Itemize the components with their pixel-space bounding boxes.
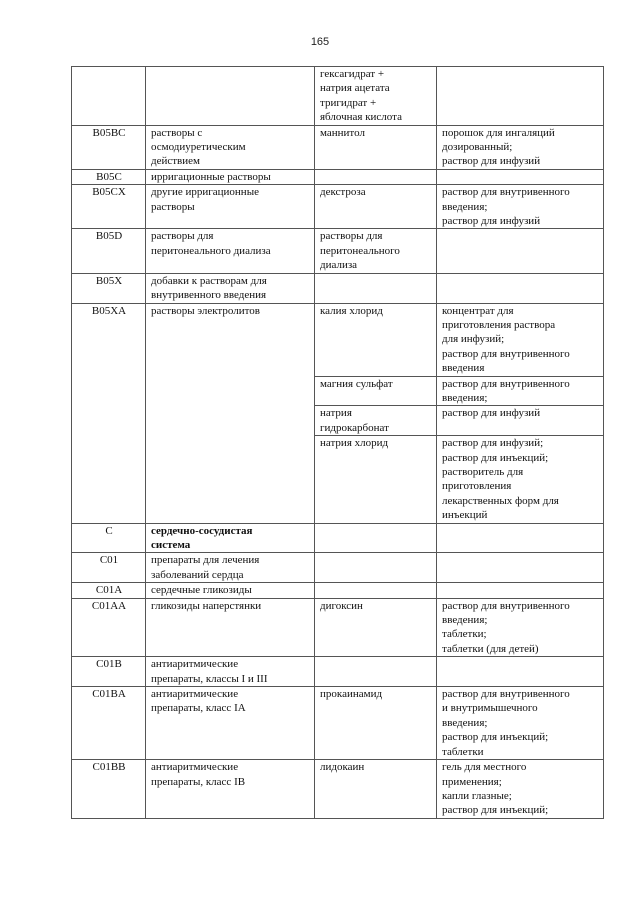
cell-text-line: таблетки;: [442, 628, 487, 641]
atc-code-cell: [72, 523, 146, 553]
table-row: [72, 229, 604, 273]
cell-text-line: яблочная кислота: [320, 111, 402, 124]
table-row: [72, 760, 604, 819]
table-row: [72, 553, 604, 583]
cell-text-line: препараты для лечения: [151, 554, 260, 567]
dosage-form-cell: [437, 273, 604, 303]
cell-text-line: B05D: [95, 230, 123, 243]
drug-name-cell: [315, 523, 437, 553]
cell-text-line: инъекций: [442, 509, 488, 522]
group-name-cell: [146, 583, 315, 598]
cell-text-line: растворы электролитов: [151, 304, 260, 317]
cell-text-line: гель для местного: [442, 761, 527, 774]
group-name-cell: [146, 125, 315, 169]
cell-text-line: гексагидрат +: [320, 68, 385, 80]
dosage-form-cell: [437, 185, 604, 229]
table-row: [72, 169, 604, 184]
table-row: [72, 185, 604, 229]
drug-name-cell: [315, 553, 437, 583]
cell-text-line: натрия хлорид: [320, 437, 389, 450]
group-name-cell: [146, 169, 315, 184]
cell-text-line: капли глазные;: [442, 789, 512, 802]
drug-name-cell: [315, 583, 437, 598]
atc-code-cell: [72, 687, 146, 760]
group-name-cell: [146, 687, 315, 760]
cell-text-line: таблетки: [442, 745, 484, 758]
atc-code-cell: [72, 185, 146, 229]
group-name-cell: [146, 598, 315, 657]
dosage-form-cell: [437, 657, 604, 687]
drug-name-cell: [315, 687, 437, 760]
cell-text-line: препараты, класс IA: [151, 702, 246, 715]
atc-code-cell: [72, 598, 146, 657]
cell-text-line: маннитол: [320, 126, 365, 139]
table-row: [72, 523, 604, 553]
cell-text-line: введения;: [442, 614, 488, 627]
cell-text-line: таблетки (для детей): [442, 642, 539, 655]
cell-text-line: раствор для внутривенного: [442, 186, 570, 199]
group-name-cell: [146, 273, 315, 303]
cell-text-line: магния сульфат: [320, 377, 393, 390]
cell-text-line: калия хлорид: [320, 304, 383, 317]
drug-name-cell: [315, 598, 437, 657]
cell-text-line: внутривенного введения: [151, 289, 267, 302]
table-row: [72, 125, 604, 169]
cell-text-line: раствор для инфузий: [442, 215, 541, 228]
group-name-cell: [146, 553, 315, 583]
atc-code-cell: [72, 273, 146, 303]
cell-text-line: C01BB: [92, 761, 126, 774]
table-row: [72, 598, 604, 657]
cell-text-line: C01BA: [92, 688, 126, 701]
drug-name-cell: [315, 125, 437, 169]
atc-code-cell: [72, 303, 146, 523]
cell-text-line: C01A: [95, 584, 123, 597]
cell-text-line: раствор для внутривенного: [442, 599, 570, 612]
atc-code-cell: [72, 553, 146, 583]
cell-text-line: введения;: [442, 200, 488, 213]
dosage-form-cell: [437, 376, 604, 406]
cell-text-line: тригидрат +: [320, 96, 377, 109]
cell-text-line: растворы: [151, 200, 195, 213]
cell-text-line: раствор для инъекций;: [442, 451, 549, 464]
drug-name-cell: [315, 303, 437, 376]
dosage-form-cell: [437, 760, 604, 819]
cell-text-line: перитонеального: [320, 244, 400, 257]
dosage-form-cell: [437, 553, 604, 583]
drug-name-cell: [315, 760, 437, 819]
cell-text-line: декстроза: [320, 186, 366, 199]
cell-text-line: растворы для: [151, 230, 214, 243]
atc-code-cell: [72, 583, 146, 598]
table-row: [72, 67, 604, 126]
cell-text-line: другие ирригационные: [151, 186, 259, 199]
table-row: [72, 583, 604, 598]
dosage-form-cell: [437, 436, 604, 523]
atc-code-cell: [72, 229, 146, 273]
dosage-form-cell: [437, 598, 604, 657]
cell-text-line: заболеваний сердца: [151, 568, 244, 581]
drug-name-cell: [315, 273, 437, 303]
dosage-form-cell: [437, 523, 604, 553]
cell-text-line: раствор для внутривенного: [442, 688, 570, 701]
group-name-cell: [146, 303, 315, 523]
cell-text-line: антиаритмические: [151, 761, 239, 774]
table-row: [72, 687, 604, 760]
atc-code-cell: [72, 760, 146, 819]
cell-text-line: раствор для инфузий: [442, 407, 541, 420]
group-name-cell: [146, 185, 315, 229]
cell-text-line: приготовления: [442, 480, 512, 493]
group-name-cell: [146, 657, 315, 687]
table-row: [72, 303, 604, 376]
cell-text-line: C01B: [96, 658, 122, 671]
dosage-form-cell: [437, 583, 604, 598]
group-name-cell: [146, 229, 315, 273]
cell-text-line: раствор для инъекций;: [442, 804, 549, 817]
cell-text-line: C01: [99, 554, 119, 567]
cell-text-line: действием: [151, 155, 200, 168]
cell-text-line: антиаритмические: [151, 688, 239, 701]
cell-text-line: B05XA: [91, 304, 127, 317]
cell-text-line: ирригационные растворы: [151, 170, 271, 183]
cell-text-line: концентрат для: [442, 304, 514, 317]
atc-code-cell: [72, 657, 146, 687]
drug-classification-table: [71, 66, 604, 819]
cell-text-line: перитонеального диализа: [151, 244, 271, 257]
dosage-form-cell: [437, 169, 604, 184]
cell-text-line: натрия ацетата: [320, 82, 390, 95]
dosage-form-cell: [437, 229, 604, 273]
cell-text-line: препараты, классы I и III: [151, 672, 268, 685]
group-name-cell: [146, 523, 315, 553]
cell-text-line: порошок для ингаляций: [442, 126, 555, 139]
group-name-cell: [146, 760, 315, 819]
cell-text-line: осмодиуретическим: [151, 141, 246, 154]
cell-text-line: раствор для инфузий: [442, 155, 541, 168]
cell-text-line: сердечно-сосудистая: [151, 524, 253, 537]
drug-name-cell: [315, 406, 437, 436]
cell-text-line: B05X: [95, 274, 123, 287]
drug-name-cell: [315, 229, 437, 273]
table-row: [72, 273, 604, 303]
drug-name-cell: [315, 169, 437, 184]
group-name-cell: [146, 67, 315, 126]
atc-code-cell: [72, 67, 146, 126]
atc-code-cell: [72, 169, 146, 184]
cell-text-line: дозированный;: [442, 141, 513, 154]
dosage-form-cell: [437, 67, 604, 126]
cell-text-line: раствор для внутривенного: [442, 377, 570, 390]
cell-text-line: добавки к растворам для: [151, 274, 267, 287]
cell-text-line: B05C: [96, 170, 122, 183]
drug-name-cell: [315, 376, 437, 406]
dosage-form-cell: [437, 406, 604, 436]
cell-text-line: введения;: [442, 391, 488, 404]
cell-text-line: раствор для внутривенного: [442, 347, 570, 360]
cell-text-line: гидрокарбонат: [320, 421, 389, 434]
drug-name-cell: [315, 657, 437, 687]
cell-text-line: растворитель для: [442, 465, 524, 478]
cell-text-line: сердечные гликозиды: [151, 584, 252, 597]
table-row: [72, 657, 604, 687]
cell-text-line: для инфузий;: [442, 333, 505, 346]
cell-text-line: раствор для инфузий;: [442, 437, 544, 450]
cell-text-line: лидокаин: [320, 761, 365, 774]
dosage-form-cell: [437, 687, 604, 760]
cell-text-line: и внутримышечного: [442, 702, 538, 715]
cell-text-line: лекарственных форм для: [442, 494, 559, 507]
cell-text-line: C: [105, 524, 113, 537]
drug-name-cell: [315, 185, 437, 229]
cell-text-line: система: [151, 539, 191, 551]
atc-code-cell: [72, 125, 146, 169]
cell-text-line: B05CX: [92, 186, 126, 199]
drug-name-cell: [315, 67, 437, 126]
cell-text-line: препараты, класс IB: [151, 775, 246, 788]
cell-text-line: введения;: [442, 716, 488, 729]
cell-text-line: введения: [442, 362, 485, 375]
cell-text-line: прокаинамид: [320, 688, 383, 701]
cell-text-line: антиаритмические: [151, 658, 239, 671]
cell-text-line: натрия: [320, 407, 352, 420]
dosage-form-cell: [437, 303, 604, 376]
cell-text-line: гликозиды наперстянки: [151, 599, 262, 612]
cell-text-line: растворы для: [320, 230, 383, 243]
cell-text-line: диализа: [320, 259, 358, 272]
cell-text-line: применения;: [442, 775, 502, 788]
dosage-form-cell: [437, 125, 604, 169]
cell-text-line: растворы с: [151, 126, 203, 139]
cell-text-line: B05BC: [92, 126, 126, 139]
page-number: 165: [310, 36, 330, 48]
drug-name-cell: [315, 436, 437, 523]
cell-text-line: приготовления раствора: [442, 318, 556, 331]
cell-text-line: дигоксин: [320, 599, 363, 612]
cell-text-line: раствор для инъекций;: [442, 731, 549, 744]
cell-text-line: C01AA: [91, 599, 127, 612]
